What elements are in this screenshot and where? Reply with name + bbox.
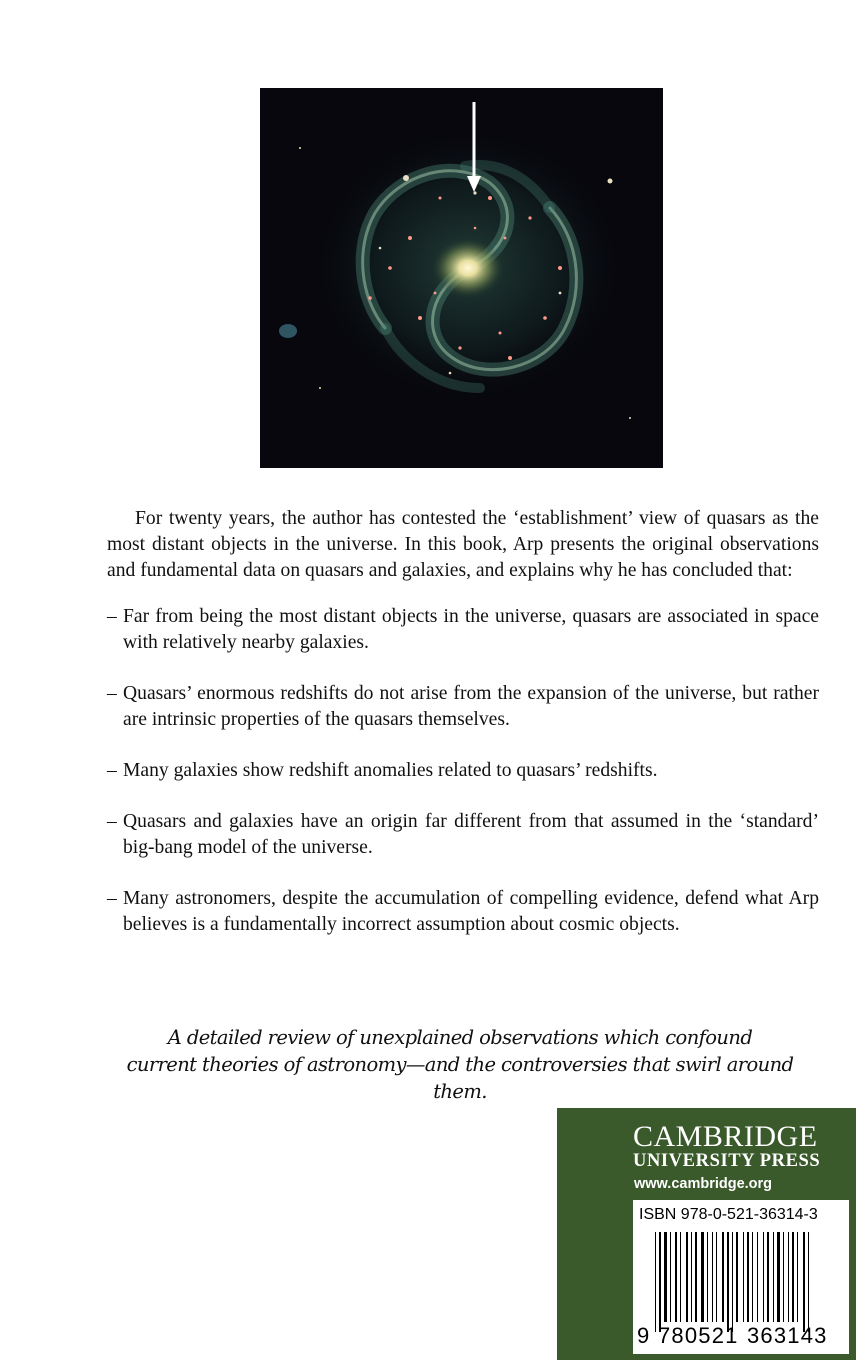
barcode-bar — [716, 1232, 717, 1322]
publisher-name: CAMBRIDGE — [633, 1120, 818, 1153]
tagline-line-2: current theories of astronomy—and the controversies that swirl around them. — [126, 1053, 794, 1103]
barcode-bar — [732, 1232, 733, 1332]
dash-marker: – — [107, 760, 117, 781]
barcode-bar — [792, 1232, 794, 1322]
tagline — [100, 1024, 820, 1105]
barcode-bar — [773, 1232, 774, 1322]
bullet-item — [107, 604, 819, 656]
bullet-item — [107, 886, 819, 938]
publisher-panel — [557, 1108, 856, 1360]
barcode-bar — [736, 1232, 738, 1322]
barcode-bar — [727, 1232, 729, 1332]
barcode-bar — [763, 1232, 764, 1322]
barcode-bar — [712, 1232, 713, 1322]
bullet-item — [107, 809, 819, 861]
dash-marker: – — [107, 683, 117, 704]
bullet-text: Many galaxies show redshift anomalies related to quasars’ redshifts. — [123, 760, 658, 781]
publisher-subtitle: UNIVERSITY PRESS — [633, 1151, 821, 1171]
bullet-text: Quasars and galaxies have an origin far different from that assumed in the ‘standard’ big-bang model of the universe. — [123, 811, 819, 858]
barcode-bar — [707, 1232, 708, 1322]
barcode-bar — [747, 1232, 749, 1322]
dash-marker: – — [107, 606, 117, 627]
bullet-text: Many astronomers, despite the accumulation of compelling evidence, defend what Arp believes is a fundamentally incorrect assumption about cosmic objects. — [123, 888, 819, 935]
publisher-url[interactable]: www.cambridge.org — [634, 1176, 773, 1192]
barcode-digit-first: 9 — [637, 1323, 650, 1348]
barcode-bar — [808, 1232, 809, 1332]
barcode-bar — [783, 1232, 784, 1322]
barcode-bar — [757, 1232, 758, 1322]
bullet-text: Quasars’ enormous redshifts do not arise from the expansion of the universe, but rather are intrinsic properties of the quasars themselves. — [123, 683, 819, 730]
barcode-bar — [797, 1232, 798, 1322]
bullet-item — [107, 681, 819, 733]
barcode-digits-group-2: 363143 — [747, 1323, 828, 1348]
barcode-bar — [752, 1232, 753, 1322]
barcode-bar — [691, 1232, 692, 1322]
barcode-bar — [664, 1232, 667, 1322]
barcode-bar — [767, 1232, 769, 1322]
bullet-text: Far from being the most distant objects in the universe, quasars are associated in space with relatively nearby galaxies. — [123, 606, 819, 653]
barcode-bar — [659, 1232, 661, 1332]
blurb — [107, 506, 819, 963]
dash-marker: – — [107, 888, 117, 909]
barcode-box — [633, 1200, 849, 1354]
barcode-bar — [777, 1232, 780, 1322]
barcode-digits-group-1: 780521 — [658, 1323, 739, 1348]
isbn-label: ISBN 978-0-521-36314-3 — [639, 1206, 818, 1223]
dash-marker: – — [107, 811, 117, 832]
barcode-bar — [670, 1232, 671, 1322]
barcode-bar — [695, 1232, 697, 1322]
barcode-bar — [722, 1232, 724, 1322]
spiral-galaxy-photo — [260, 88, 663, 468]
barcode-bar — [686, 1232, 688, 1322]
barcode-bar — [743, 1232, 744, 1322]
barcode-bar — [788, 1232, 789, 1322]
barcode-bar — [701, 1232, 704, 1322]
barcode-bar — [680, 1232, 681, 1322]
tagline-line-1: A detailed review of unexplained observations which confound — [167, 1026, 753, 1049]
barcode-bar — [675, 1232, 677, 1322]
blurb-intro: For twenty years, the author has contested the ‘establishment’ view of quasars as the most distant objects in the universe. In this book, Arp presents the original observations and fundamental data on quasars and galaxies, and explains why he has concluded that: — [107, 508, 819, 581]
bullet-item — [107, 758, 819, 784]
barcode-bar — [803, 1232, 805, 1332]
barcode-bar — [655, 1232, 656, 1332]
